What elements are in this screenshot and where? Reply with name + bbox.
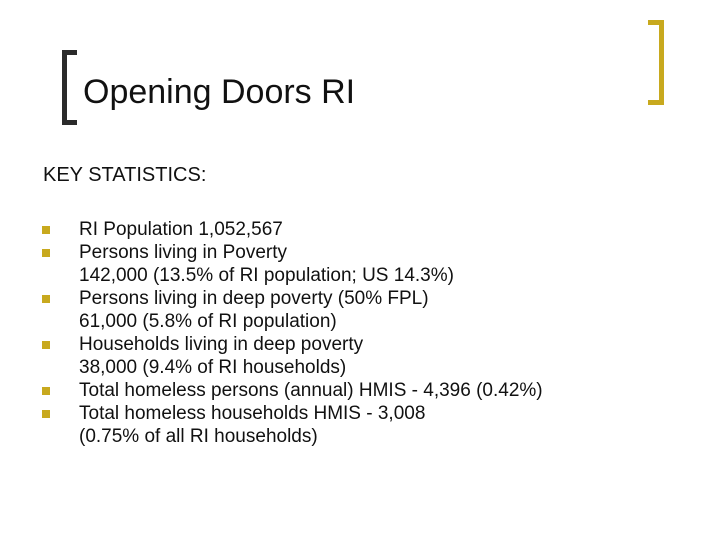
- bullet-detail: 142,000 (13.5% of RI population; US 14.3%): [79, 265, 454, 286]
- bullet-detail: (0.75% of all RI households): [79, 426, 318, 447]
- list-item: [42, 287, 702, 333]
- square-bullet-icon: [42, 410, 50, 418]
- bullet-text: Persons living in deep poverty (50% FPL): [79, 288, 429, 309]
- list-item: [42, 241, 702, 287]
- bullet-detail: 61,000 (5.8% of RI population): [79, 311, 337, 332]
- left-bracket-decoration: [62, 50, 77, 125]
- list-item: [42, 333, 702, 379]
- bullet-text: RI Population 1,052,567: [79, 219, 283, 240]
- bullet-text: Persons living in Poverty: [79, 242, 288, 263]
- bullet-text: Total homeless households HMIS - 3,008: [79, 403, 426, 424]
- bullet-text: Total homeless persons (annual) HMIS - 4,396 (0.42%): [79, 380, 543, 401]
- square-bullet-icon: [42, 387, 50, 395]
- list-item: [42, 218, 702, 241]
- square-bullet-icon: [42, 295, 50, 303]
- statistics-list: [42, 218, 702, 448]
- square-bullet-icon: [42, 249, 50, 257]
- list-item: [42, 379, 702, 402]
- bullet-detail: 38,000 (9.4% of RI households): [79, 357, 347, 378]
- slide-title: Opening Doors RI: [83, 73, 356, 111]
- square-bullet-icon: [42, 341, 50, 349]
- list-item: [42, 402, 702, 448]
- right-bracket-decoration: [648, 20, 664, 105]
- square-bullet-icon: [42, 226, 50, 234]
- key-statistics-heading: KEY STATISTICS:: [43, 164, 207, 186]
- bullet-text: Households living in deep poverty: [79, 334, 364, 355]
